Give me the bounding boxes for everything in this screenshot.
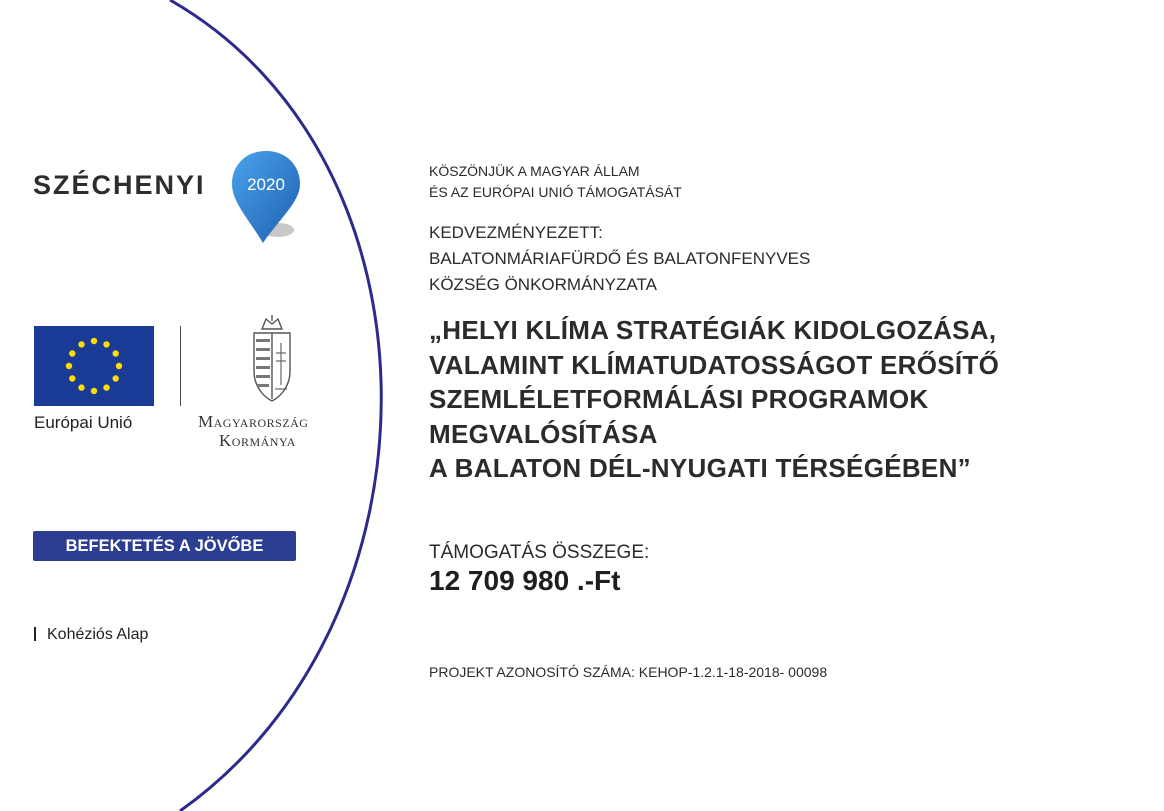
amount-value: 12 709 980 .-Ft xyxy=(429,565,621,596)
government-line2: Kormánya xyxy=(219,431,296,450)
szechenyi-pin-logo xyxy=(226,148,306,248)
beneficiary-name-2: KÖZSÉG ÖNKORMÁNYZATA xyxy=(429,275,657,294)
project-title-line: A BALATON DÉL-NYUGATI TÉRSÉGÉBEN” xyxy=(429,453,971,483)
beneficiary-heading: KEDVEZMÉNYEZETT: xyxy=(429,223,603,242)
amount-label: TÁMOGATÁS ÖSSZEGE: xyxy=(429,542,650,563)
project-title-line: VALAMINT KLÍMATUDATOSSÁGOT ERŐSÍTŐ xyxy=(429,349,1000,380)
eu-label: Európai Unió xyxy=(34,413,133,432)
eu-flag-icon xyxy=(34,326,154,406)
government-line1: Magyarország xyxy=(198,412,309,431)
logo-divider xyxy=(180,326,181,406)
investment-badge: BEFEKTETÉS A JÖVŐBE xyxy=(33,531,296,561)
coat-of-arms-icon xyxy=(242,315,302,407)
szechenyi-wordmark: SZÉCHENYI xyxy=(33,170,206,200)
project-title-line: SZEMLÉLETFORMÁLÁSI PROGRAMOK xyxy=(429,384,929,414)
project-title-line: „HELYI KLÍMA STRATÉGIÁK KIDOLGOZÁSA, xyxy=(429,315,997,345)
fund-marker xyxy=(34,627,36,641)
project-title-line: MEGVALÓSÍTÁSA xyxy=(429,418,658,449)
beneficiary-name-1: BALATONMÁRIAFÜRDŐ ÉS BALATONFENYVES xyxy=(429,249,811,268)
thanks-line-2: ÉS AZ EURÓPAI UNIÓ TÁMOGATÁSÁT xyxy=(429,184,682,200)
szechenyi-year: 2020 xyxy=(247,175,285,194)
fund-label: Kohéziós Alap xyxy=(47,626,149,643)
thanks-line-1: KÖSZÖNJÜK A MAGYAR ÁLLAM xyxy=(429,163,640,179)
beneficiary-block xyxy=(429,220,810,298)
project-id: PROJEKT AZONOSÍTÓ SZÁMA: KEHOP-1.2.1-18-2018- 00098 xyxy=(429,664,828,680)
project-title xyxy=(429,313,999,486)
